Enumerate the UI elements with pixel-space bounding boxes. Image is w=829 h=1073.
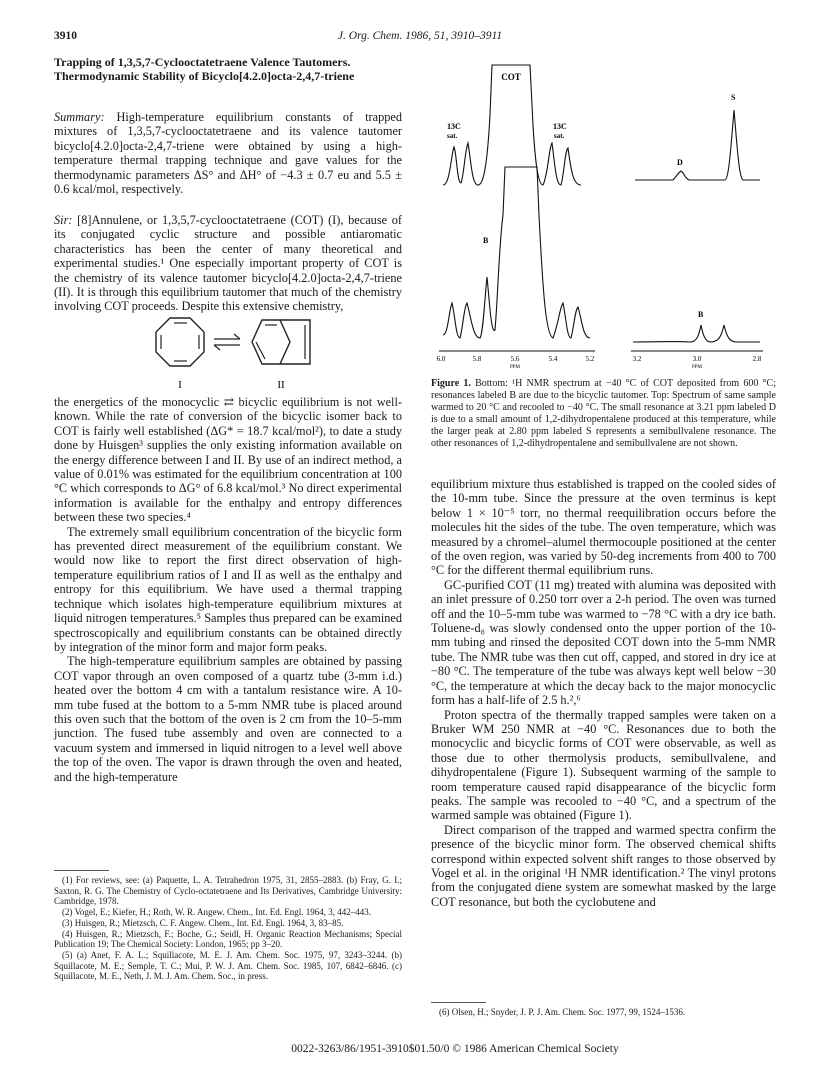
footnote: (3) Huisgen, R.; Mietzsch, C. F. Angew. Chem., Int. Ed. Engl. 1964, 3, 83–85.	[62, 917, 344, 928]
paragraph: equilibrium mixture thus established is trapped on the cooled sides of the 10-mm tube. Since the pressure at the oven terminus is kept below 1 × 10⁻⁵ torr, no thermal reequilibration occurs before the molecules hit the sides of the tube. The oven temperature, which was measured by a chromel–alumel thermocouple positioned at the center of the oven region, was varied by 50-deg increments from 400 to 700 °C for the different thermal equilibrium runs.	[431, 477, 776, 578]
paragraph: The extremely small equilibrium concentration of the bicyclic form has prevented direct measurement of the equilibrium constant. We would now like to report the first direct observation of high-temperature equilibrium ratios of I and II as well as the enthalpy and entropy for this equilibrium. We have used a thermal trapping technique which isolates high-temperature equilibrium mixtures at liquid nitrogen temperatures.⁵ Samples thus prepared can be examined spectroscopically and equilibrium constants can be obtained directly by integration of the minor form and major form peaks.	[54, 524, 402, 654]
tick-label: 5.4	[548, 355, 558, 363]
tick-label: 6.0	[436, 355, 446, 363]
footnote-divider	[54, 870, 109, 871]
paragraph: GC-purified COT (11 mg) treated with alumina was deposited with an inlet pressure of 0.250 torr over a 2-h period. The oven was turned off and the 10–5-mm tube was warmed to −78 °C with a dry ice bath. Toluene-d₈ was slowly condensed onto the upper portion of the 10-mm tubing and rinsed the deposited COT down into the 5-mm NMR tube. The NMR tube was then cut off, capped, and stored in dry ice at −80 °C. The temperature of the tube was always kept well below −30 °C, the temperature at which the decay back to the major monocyclic form has a half-life of 2.5 h.²,⁶	[431, 577, 776, 708]
tick-label: 2.8	[752, 355, 762, 363]
sir-lead: Sir:	[54, 213, 73, 227]
cyclooctatetraene-ring	[156, 318, 204, 366]
tick-label: 5.8	[472, 355, 482, 363]
caption-lead: Figure 1.	[431, 378, 471, 389]
paragraph: The high-temperature equilibrium samples are obtained by passing COT vapor through an oven composed of a quartz tube (3-mm i.d.) heated over the bottom 4 cm with a tantalum resistance wire. A 10-mm tube fused at the bottom to a 5-mm NMR tube is placed around this oven such that the bottom of the oven is 2 cm from the 10–5-mm junction. The fused tube assembly and oven are connected to a vacuum system and immersed in liquid nitrogen to a level well above the top of the oven. The vapor is drawn through the oven and heated, and the high-temperature	[54, 654, 402, 784]
footnotes-left	[54, 875, 402, 982]
tick-label: 5.2	[585, 355, 595, 363]
footnotes-right	[431, 1007, 776, 1018]
bicyclooctatriene-ring	[252, 320, 290, 364]
paragraph: Direct comparison of the trapped and warmed spectra confirm the presence of the bicyclic minor form. The observed chemical shifts correspond within expected solvent shift ranges to those observed by Vogel et al. in the original ¹H NMR identification.² The vinyl protons from the conjugated diene system are somewhat masked by the large COT resonance, but both the cyclobutene and	[431, 822, 776, 909]
caption-text: Bottom: ¹H NMR spectrum at −40 °C of COT deposited from 600 °C; resonances labeled B are due to the bicyclic tautomer. Top: Spectrum of same sample warmed to 20 °C and recooled to −40 °C. The small resonance at 3.21 ppm labeled D is due to a small amount of 1,2-dihydropentalene produced at this temperature, while the larger peak at 2.80 ppm labeled S represents a semibullvalene resonance. The other resonances of 1,2-dihydropentalene and semibullvalene are not shown.	[431, 378, 777, 449]
intro-paragraph	[54, 213, 402, 314]
footnote: (2) Vogel, E.; Kiefer, H.; Roth, W. R. Angew. Chem., Int. Ed. Engl. 1964, 3, 442–443.	[62, 907, 371, 918]
equilibrium-arrows	[214, 334, 240, 350]
label-sat-left: sat.	[447, 132, 458, 140]
page-number: 3910	[54, 30, 77, 42]
paragraph: Proton spectra of the thermally trapped samples were taken on a Bruker WM 250 NMR at −40 °C. Resonances due to both the monocyclic and bicyclic forms of COT were observable, as well as those due to other thermolysis products, semibullvalene, and dihydropentalene (Figure 1). Subsequent warming of the sample to room temperature caused rapid disappearance of the bicyclic form peaks. The sample was recooled to −40 °C, and a spectrum of the warmed sample was obtained (Figure 1).	[431, 707, 776, 823]
label-d: D	[677, 158, 683, 167]
label-s: S	[731, 93, 736, 102]
page-footer: 0022-3263/86/1951-3910$01.50/0 © 1986 American Chemical Society	[291, 1043, 619, 1055]
structure-label-ii: II	[277, 379, 285, 391]
nmr-figure	[425, 55, 785, 380]
label-13c-left: 13C	[447, 122, 461, 131]
tick-label: 5.6	[510, 355, 520, 363]
label-cot: COT	[501, 72, 521, 82]
footnote: (5) (a) Anet, F. A. L.; Squillacote, M. E. J. Am. Chem. Soc. 1975, 97, 3243–3244. (b) Squillacote, M. E.; Semple, T. C.; Mui, P. W. J. Am. Chem. Soc. 1985, 107, 6842–6846. (c) Squillacote, M. E., Neth, J. M. J. Am. Chem. Soc., in press.	[54, 949, 402, 982]
label-sat-right: sat.	[554, 132, 565, 140]
footnote: (4) Huisgen, R.; Mietzsch, F.; Boche, G.; Seidl, H. Organic Reaction Mechanisms; Special Publication 19; The Chemical Society: London, 1965; pp 3–20.	[54, 928, 402, 950]
footnote: (1) For reviews, see: (a) Paquette, L. A. Tetrahedron 1975, 31, 2855–2883. (b) Fray, G. I.; Saxton, R. G. The Chemistry of Cyclo-octatetraene and Its Derivatives, Cambridge University: Cambridge, 1978.	[54, 875, 402, 907]
axis-unit: PPM	[691, 365, 703, 370]
summary	[54, 110, 402, 196]
footnote: (6) Olsen, H.; Snyder, J. P. J. Am. Chem. Soc. 1977, 99, 1524–1536.	[439, 1007, 686, 1017]
spectrum-top-right	[635, 110, 760, 180]
spectrum-bottom-left	[443, 167, 590, 338]
journal-header: J. Org. Chem. 1986, 51, 3910–3911	[337, 30, 503, 42]
tick-label: 3.2	[632, 355, 642, 363]
axis-unit: PPM	[509, 365, 521, 370]
right-body	[431, 477, 776, 909]
figure-caption	[431, 378, 776, 450]
summary-text: High-temperature equilibrium constants of trapped mixtures of 1,3,5,7-cyclooctatetraene and its valence tautomer bicyclo[4.2.0]octa-2,4,7-triene were obtained by using a high-temperature thermal trapping technique and gave values for the thermodynamic parameters ΔS° and ΔH° of −4.3 ± 0.7 eu and 5.5 ± 0.6 kcal/mol, respectively.	[54, 110, 402, 197]
equilibrium-structure-diagram	[150, 312, 320, 394]
sir-text: [8]Annulene, or 1,3,5,7-cyclooctatetraene (COT) (I), because of its conjugated cyclic structure and possible antiaromatic characteristics has been the center of many theoretical and experimental studies.¹ One especially important property of COT is the chemistry of its valence tautomer bicyclo[4.2.0]octa-2,4,7-triene (II). It is through this equilibrium tautomer that much of the chemistry involving COT proceeds. Despite this extensive chemistry,	[54, 213, 402, 314]
structure-label-i: I	[178, 379, 182, 391]
left-body	[54, 395, 402, 784]
label-b-right: B	[698, 310, 704, 319]
label-b-left: B	[483, 236, 489, 245]
spectrum-bottom-right	[633, 325, 760, 342]
article-title: Trapping of 1,3,5,7-Cyclooctatetraene Valence Tautomers. Thermodynamic Stability of Bicyclo[4.2.0]octa-2,4,7-triene	[54, 55, 355, 83]
summary-lead: Summary:	[54, 110, 105, 124]
tick-label: 3.0	[692, 355, 702, 363]
footnote-divider	[431, 1002, 486, 1003]
paragraph: the energetics of the monocyclic ⇄ bicyclic equilibrium is not well-known. While the rate of conversion of the bicyclic isomer back to COT is fairly well established (ΔG* = 18.7 kcal/mol²), to date a study done by Huisgen³ supplies the only existing information available on the energy difference between I and II. By use of an indirect method, a value of 0.01% was estimated for the equilibrium concentration at 100 °C which corresponds to ΔG° of 6.8 kcal/mol.³ No direct experimental information is available for the enthalpy and entropy differences between these two species.⁴	[54, 395, 402, 525]
label-13c-right: 13C	[553, 122, 567, 131]
